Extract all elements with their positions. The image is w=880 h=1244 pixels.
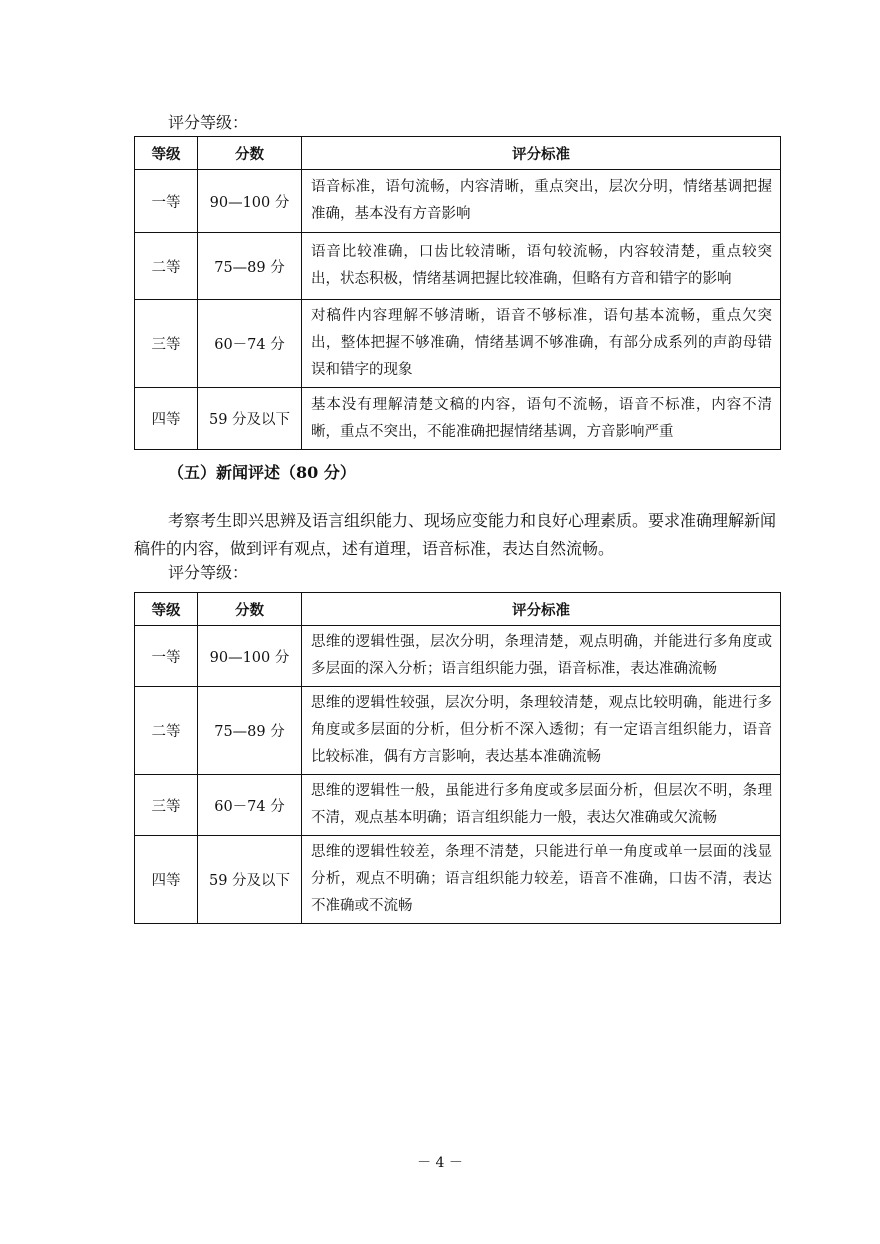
- page-number: － 4 －: [417, 1155, 463, 1171]
- criteria-cell: 思维的逻辑性强，层次分明，条理清楚，观点明确，并能进行多角度或多层面的深入分析；语言组织能力强，语音标准，表达准确流畅: [302, 626, 781, 687]
- table-row: [135, 300, 781, 388]
- table-row: [135, 687, 781, 775]
- criteria-cell: 思维的逻辑性一般，虽能进行多角度或多层面分析，但层次不明，条理不清，观点基本明确；语言组织能力一般，表达欠准确或欠流畅: [302, 775, 781, 836]
- section-paragraph: 考察考生即兴思辨及语言组织能力、现场应变能力和良好心理素质。要求准确理解新闻稿件的内容，做到评有观点，述有道理，语音标准，表达自然流畅。: [134, 511, 777, 558]
- grade-cell: 四等: [135, 836, 198, 924]
- grade-cell: 一等: [135, 626, 198, 687]
- grade-cell: 一等: [135, 170, 198, 233]
- grade-cell: 二等: [135, 687, 198, 775]
- criteria-cell: 对稿件内容理解不够清晰，语音不够标准，语句基本流畅，重点欠突出，整体把握不够准确，情绪基调不够准确，有部分成系列的声韵母错误和错字的现象: [302, 300, 781, 388]
- header-grade: 等级: [135, 137, 198, 170]
- grade-cell: 四等: [135, 388, 198, 450]
- score-cell: 60－74 分: [198, 775, 302, 836]
- criteria-cell: 思维的逻辑性较差，条理不清楚，只能进行单一角度或单一层面的浅显分析，观点不明确；语言组织能力较差，语音不准确，口齿不清，表达不准确或不流畅: [302, 836, 781, 924]
- grade-cell: 二等: [135, 233, 198, 300]
- score-cell: 75—89 分: [198, 687, 302, 775]
- table-row: [135, 775, 781, 836]
- table-row: [135, 233, 781, 300]
- table-row: [135, 388, 781, 450]
- criteria-cell: 语音比较准确，口齿比较清晰，语句较流畅，内容较清楚，重点较突出，状态积极，情绪基调把握比较准确，但略有方音和错字的影响: [302, 233, 781, 300]
- header-score: 分数: [198, 137, 302, 170]
- table-header-row: [135, 137, 781, 170]
- score-cell: 75—89 分: [198, 233, 302, 300]
- section-heading: （五）新闻评述（80 分）: [168, 463, 356, 482]
- criteria-cell: 思维的逻辑性较强，层次分明，条理较清楚，观点比较明确，能进行多角度或多层面的分析，但分析不深入透彻；有一定语言组织能力，语音比较标准，偶有方言影响，表达基本准确流畅: [302, 687, 781, 775]
- criteria-cell: 语音标准，语句流畅，内容清晰，重点突出，层次分明，情绪基调把握准确，基本没有方音影响: [302, 170, 781, 233]
- score-cell: 60－74 分: [198, 300, 302, 388]
- table-row: [135, 836, 781, 924]
- header-score: 分数: [198, 593, 302, 626]
- header-grade: 等级: [135, 593, 198, 626]
- grading-table-news-commentary: [134, 592, 781, 924]
- grade-cell: 三等: [135, 300, 198, 388]
- score-cell: 90—100 分: [198, 170, 302, 233]
- score-cell: 90—100 分: [198, 626, 302, 687]
- table-row: [135, 626, 781, 687]
- header-criteria: 评分标准: [302, 137, 781, 170]
- grading-table-recitation: [134, 136, 781, 450]
- header-criteria: 评分标准: [302, 593, 781, 626]
- grading-levels-label: 评分等级：: [168, 113, 249, 132]
- score-cell: 59 分及以下: [198, 388, 302, 450]
- table-header-row: [135, 593, 781, 626]
- grading-levels-label: 评分等级：: [168, 563, 249, 582]
- score-cell: 59 分及以下: [198, 836, 302, 924]
- grade-cell: 三等: [135, 775, 198, 836]
- table-row: [135, 170, 781, 233]
- criteria-cell: 基本没有理解清楚文稿的内容，语句不流畅，语音不标准，内容不清晰，重点不突出，不能准确把握情绪基调，方音影响严重: [302, 388, 781, 450]
